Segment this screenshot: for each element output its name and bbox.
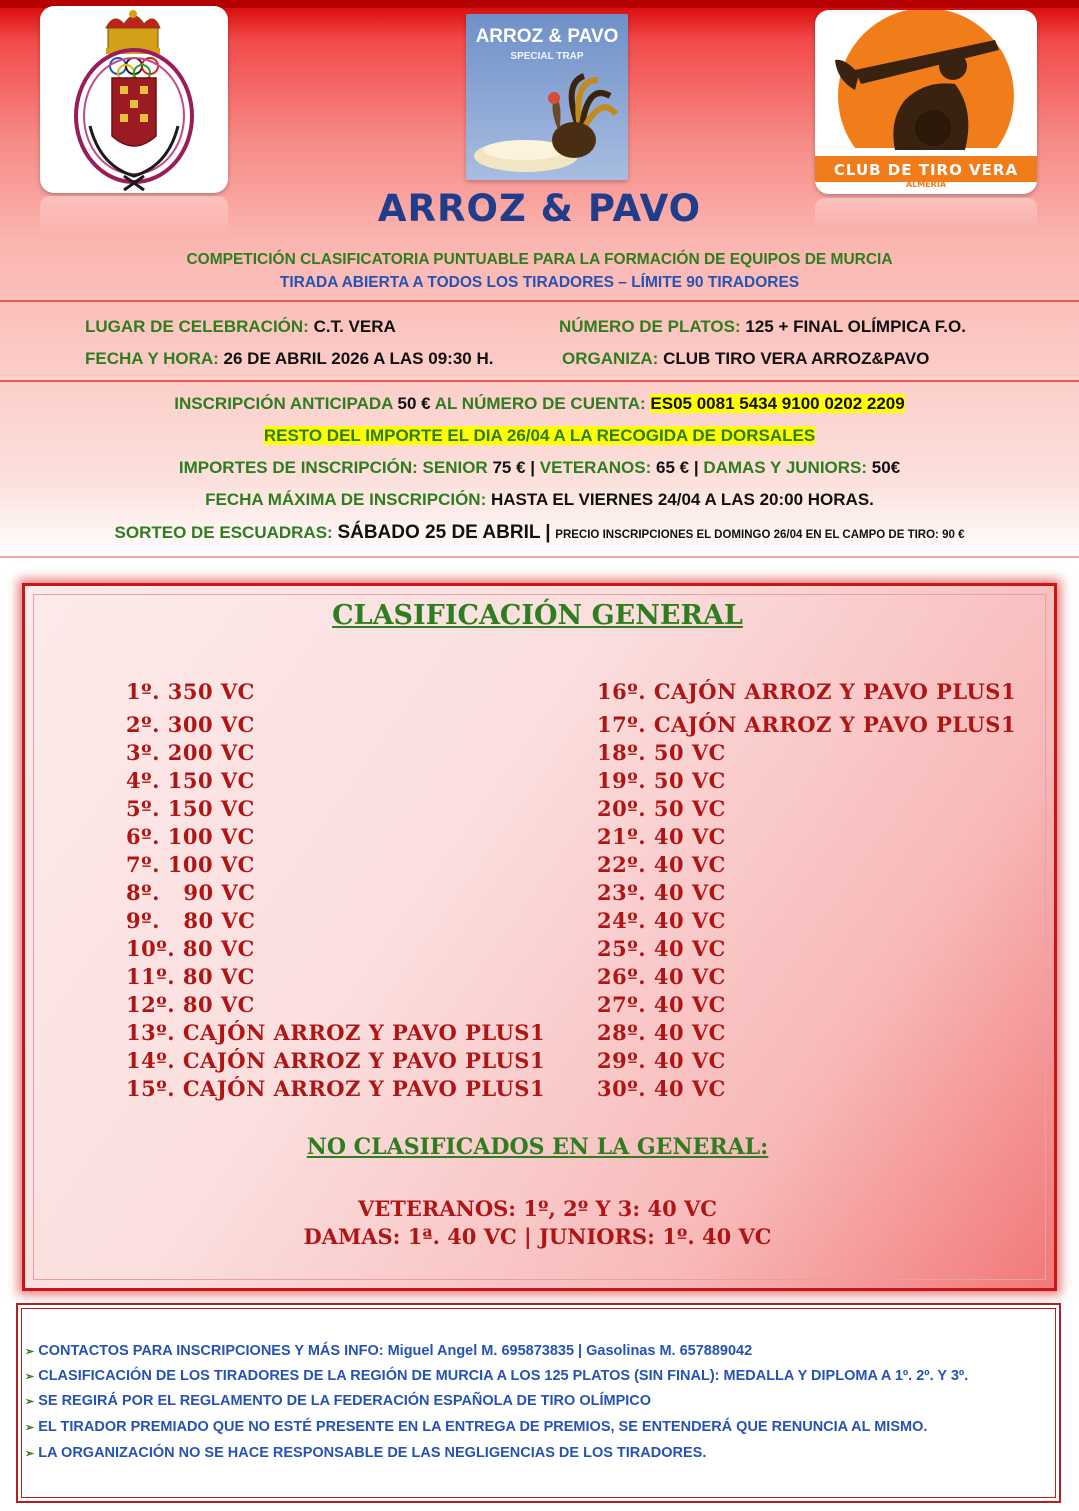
- right-logo-subtitle: ALMERÍA: [905, 180, 947, 189]
- anticipada-label: INSCRIPCIÓN ANTICIPADA: [174, 394, 393, 413]
- rank-right-item-5: 20º. 50 VC: [597, 796, 726, 821]
- separator: |: [530, 458, 536, 477]
- veteranos-prize-line: VETERANOS: 1º, 2º Y 3: 40 VC: [357, 1196, 718, 1221]
- resto-text: RESTO DEL IMPORTE EL DIA 26/04 A LA RECOGIDA DE DORSALES: [263, 426, 816, 445]
- cuenta-value: ES05 0081 5434 9100 0202 2209: [650, 394, 905, 413]
- right-logo-title: CLUB DE TIRO VERA: [833, 161, 1019, 179]
- organiza-value: CLUB TIRO VERA ARROZ&PAVO: [663, 349, 930, 368]
- footer-note-3: [25, 1393, 651, 1409]
- rank-left-item-4: 4º. 150 VC: [126, 768, 255, 793]
- separator: |: [693, 458, 699, 477]
- anticipada-amount: 50 €: [397, 394, 431, 413]
- rank-left-item-10: 10º. 80 VC: [126, 936, 255, 961]
- organiza-label: ORGANIZA:: [562, 349, 659, 368]
- rank-left-item-3: 3º. 200 VC: [126, 740, 255, 765]
- lugar-label: LUGAR DE CELEBRACIÓN:: [85, 317, 309, 336]
- arroz-pavo-logo: [466, 14, 628, 180]
- center-logo-title: ARROZ & PAVO: [475, 26, 619, 47]
- rank-left-item-11: 11º. 80 VC: [126, 964, 255, 989]
- rank-right-item-11: 26º. 40 VC: [597, 964, 726, 989]
- footer-note-text: CLASIFICACIÓN DE LOS TIRADORES DE LA REGIÓN DE MURCIA A LOS 125 PLATOS (SIN FINAL): MEDALLA Y DIPLOMA A 1º. 2º. Y 3º.: [38, 1368, 969, 1384]
- divider: [0, 556, 1079, 558]
- separator: |: [545, 522, 551, 543]
- organiza-row: [562, 349, 929, 369]
- platos-row: [559, 317, 966, 337]
- rank-right-item-6: 21º. 40 VC: [597, 824, 726, 849]
- importes-line: [0, 458, 1079, 478]
- rank-right-item-9: 24º. 40 VC: [597, 908, 726, 933]
- rank-right-item-13: 28º. 40 VC: [597, 1020, 726, 1045]
- rank-right-item-7: 22º. 40 VC: [597, 852, 726, 877]
- arrow-bullet-icon: ➢: [25, 1422, 35, 1434]
- cuenta-label: AL NÚMERO DE CUENTA:: [434, 394, 646, 413]
- rank-right-item-3: 18º. 50 VC: [597, 740, 726, 765]
- rank-right-item-14: 29º. 40 VC: [597, 1048, 726, 1073]
- rank-left-item-7: 7º. 100 VC: [126, 852, 255, 877]
- sorteo-label: SORTEO DE ESCUADRAS:: [114, 523, 333, 542]
- center-logo-subtitle: SPECIAL TRAP: [510, 51, 584, 62]
- crest-icon: [40, 6, 228, 193]
- footer-note-text: LA ORGANIZACIÓN NO SE HACE RESPONSABLE DE LAS NEGLIGENCIAS DE LOS TIRADORES.: [38, 1445, 707, 1461]
- senior-value: 75 €: [492, 458, 526, 477]
- platos-label: NÚMERO DE PLATOS:: [559, 317, 741, 336]
- footer-note-5: [25, 1445, 706, 1461]
- rank-left-item-8: 8º. 90 VC: [126, 880, 256, 905]
- platos-value: 125 + FINAL OLÍMPICA F.O.: [745, 317, 966, 336]
- sorteo-value: SÁBADO 25 DE ABRIL: [337, 522, 541, 543]
- fecha-value: 26 DE ABRIL 2026 A LAS 09:30 H.: [223, 349, 494, 368]
- damas-label: DAMAS Y JUNIORS:: [703, 458, 868, 477]
- fecha-max-label: FECHA MÁXIMA DE INSCRIPCIÓN:: [205, 490, 487, 509]
- arrow-bullet-icon: ➢: [25, 1396, 35, 1408]
- rank-left-item-2: 2º. 300 VC: [126, 712, 255, 737]
- rank-right-item-1: 16º. CAJÓN ARROZ Y PAVO PLUS1: [597, 679, 1017, 704]
- arrow-bullet-icon: ➢: [25, 1346, 35, 1358]
- rank-left-item-5: 5º. 150 VC: [126, 796, 255, 821]
- fecha-maxima-line: [0, 490, 1079, 510]
- importes-label: IMPORTES DE INSCRIPCIÓN: SENIOR: [178, 458, 488, 477]
- footer-note-text: CONTACTOS PARA INSCRIPCIONES Y MÁS INFO: Miguel Angel M. 695873835 | Gasolinas M. 657889042: [38, 1343, 753, 1359]
- divider: [0, 380, 1079, 382]
- rank-left-item-12: 12º. 80 VC: [126, 992, 255, 1017]
- rank-right-item-8: 23º. 40 VC: [597, 880, 726, 905]
- footer-note-text: EL TIRADOR PREMIADO QUE NO ESTÉ PRESENTE EN LA ENTREGA DE PREMIOS, SE ENTENDERÁ QUE RENUNCIA AL MISMO.: [38, 1419, 928, 1435]
- veteranos-value: 65 €: [655, 458, 690, 477]
- no-clasificados-title: NO CLASIFICADOS EN LA GENERAL:: [306, 1134, 769, 1160]
- footer-notes-box: [16, 1303, 1061, 1503]
- rank-right-item-10: 25º. 40 VC: [597, 936, 726, 961]
- subtitle-competition: COMPETICIÓN CLASIFICATORIA PUNTUABLE PARA LA FORMACIÓN DE EQUIPOS DE MURCIA: [186, 251, 893, 268]
- arrow-bullet-icon: ➢: [25, 1371, 35, 1383]
- rank-left-item-13: 13º. CAJÓN ARROZ Y PAVO PLUS1: [126, 1020, 546, 1045]
- clasificacion-title: CLASIFICACIÓN GENERAL: [332, 600, 743, 631]
- veteranos-label: VETERANOS:: [539, 458, 652, 477]
- rank-right-item-2: 17º. CAJÓN ARROZ Y PAVO PLUS1: [597, 712, 1017, 737]
- lugar-row: [85, 317, 396, 337]
- footer-note-2: [25, 1368, 968, 1384]
- sorteo-line: [0, 522, 1079, 544]
- main-title: ARROZ & PAVO: [377, 187, 702, 230]
- clasificacion-panel: [22, 583, 1057, 1291]
- rank-left-item-1: 1º. 350 VC: [126, 679, 255, 704]
- rank-left-item-6: 6º. 100 VC: [126, 824, 255, 849]
- footer-note-1: [25, 1343, 752, 1359]
- resto-line: [0, 426, 1079, 446]
- precio-domingo: PRECIO INSCRIPCIONES EL DOMINGO 26/04 EN EL CAMPO DE TIRO: 90 €: [555, 529, 965, 541]
- fecha-row: [85, 349, 493, 369]
- damas-juniors-prize-line: DAMAS: 1ª. 40 VC | JUNIORS: 1º. 40 VC: [303, 1224, 772, 1249]
- rank-right-item-4: 19º. 50 VC: [597, 768, 726, 793]
- arrow-bullet-icon: ➢: [25, 1448, 35, 1460]
- fecha-label: FECHA Y HORA:: [85, 349, 219, 368]
- lugar-value: C.T. VERA: [313, 317, 396, 336]
- federation-crest-logo: [40, 6, 228, 193]
- divider: [0, 300, 1079, 302]
- rank-right-item-15: 30º. 40 VC: [597, 1076, 726, 1101]
- inscripcion-anticipada-line: [0, 394, 1079, 414]
- subtitle-open: TIRADA ABIERTA A TODOS LOS TIRADORES – LÍMITE 90 TIRADORES: [279, 274, 800, 291]
- fecha-max-value: HASTA EL VIERNES 24/04 A LAS 20:00 HORAS.: [490, 490, 874, 509]
- club-tiro-vera-logo: [815, 10, 1037, 194]
- rank-left-item-9: 9º. 80 VC: [126, 908, 256, 933]
- damas-value: 50€: [871, 458, 901, 477]
- footer-note-4: [25, 1419, 927, 1435]
- rank-left-item-15: 15º. CAJÓN ARROZ Y PAVO PLUS1: [126, 1076, 546, 1101]
- rank-right-item-12: 27º. 40 VC: [597, 992, 726, 1017]
- footer-note-text: SE REGIRÁ POR EL REGLAMENTO DE LA FEDERACIÓN ESPAÑOLA DE TIRO OLÍMPICO: [38, 1393, 652, 1409]
- rank-left-item-14: 14º. CAJÓN ARROZ Y PAVO PLUS1: [126, 1048, 546, 1073]
